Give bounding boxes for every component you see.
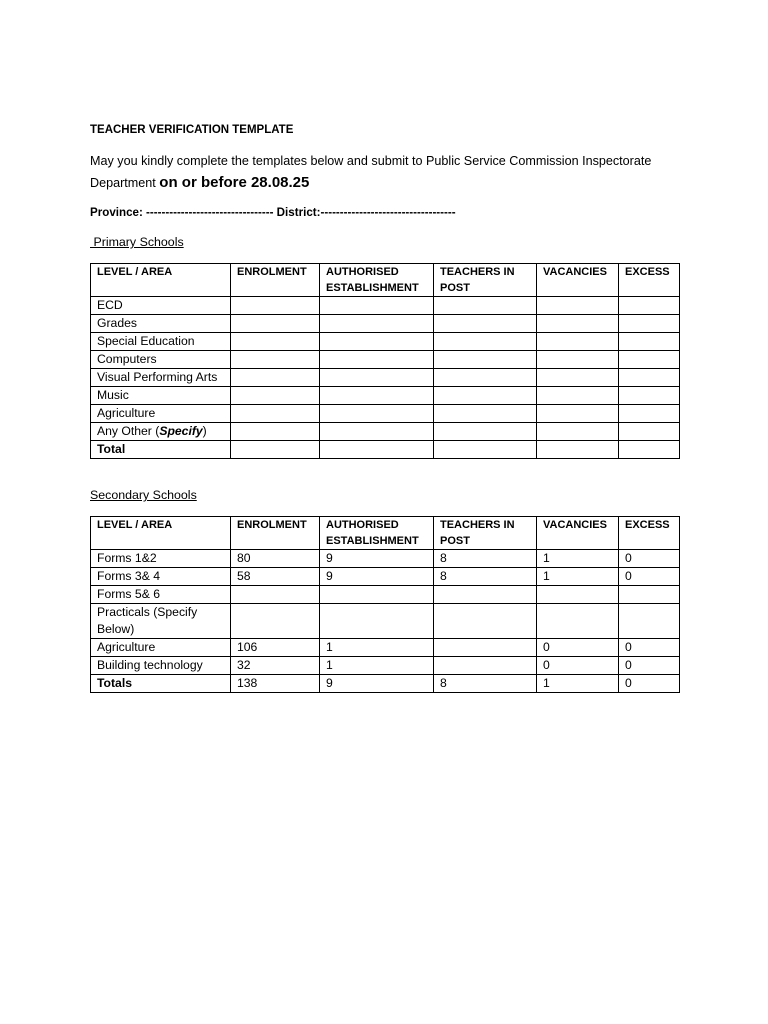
authorised-cell [320,369,434,387]
authorised-cell [320,387,434,405]
teachers-cell [434,387,537,405]
column-header: EXCESS [619,264,680,297]
authorised-cell [320,297,434,315]
authorised-cell: 9 [320,550,434,568]
authorised-cell [320,423,434,441]
area-cell: Forms 3& 4 [91,568,231,586]
vacancies-cell [537,387,619,405]
other-suffix: ) [202,424,207,438]
authorised-cell [320,604,434,639]
enrolment-cell: 138 [231,675,320,693]
teachers-cell [434,351,537,369]
enrolment-cell: 80 [231,550,320,568]
enrolment-cell: 106 [231,639,320,657]
area-cell: Forms 5& 6 [91,586,231,604]
column-header: EXCESS [619,517,680,550]
vacancies-cell [537,315,619,333]
teachers-cell [434,369,537,387]
column-header: VACANCIES [537,264,619,297]
enrolment-cell [231,441,320,459]
column-header: TEACHERS IN POST [434,517,537,550]
table-row [91,405,680,423]
enrolment-cell [231,351,320,369]
excess-cell [619,387,680,405]
enrolment-cell [231,604,320,639]
authorised-cell: 9 [320,568,434,586]
table-row [91,423,680,441]
primary-schools-table [90,263,680,459]
teachers-cell [434,423,537,441]
vacancies-cell [537,405,619,423]
table-row [91,387,680,405]
vacancies-cell [537,604,619,639]
authorised-cell: 1 [320,657,434,675]
enrolment-cell: 58 [231,568,320,586]
province-district-line: Province: --------------------------------- District:----------------------------------- [90,206,456,219]
total-row [91,675,680,693]
vacancies-cell [537,297,619,315]
excess-cell: 0 [619,639,680,657]
area-cell: Music [91,387,231,405]
area-cell [91,423,231,441]
authorised-cell [320,351,434,369]
excess-cell [619,351,680,369]
area-cell: Total [91,441,231,459]
excess-cell [619,405,680,423]
authorised-cell [320,441,434,459]
deadline-text: on or before 28.08.25 [159,174,310,191]
vacancies-cell: 1 [537,568,619,586]
enrolment-cell [231,369,320,387]
column-header: AUTHORISED ESTABLISHMENT [320,264,434,297]
primary-schools-heading: Primary Schools [90,235,184,249]
excess-cell [619,315,680,333]
area-cell: Building technology [91,657,231,675]
intro-text: May you kindly complete the templates below and submit to Public Service Commission Inspectorate Department [90,154,652,190]
excess-cell [619,423,680,441]
table-row [91,351,680,369]
vacancies-cell: 0 [537,657,619,675]
area-cell: Special Education [91,333,231,351]
area-cell: Totals [91,675,231,693]
document-title: TEACHER VERIFICATION TEMPLATE [90,124,294,136]
teachers-cell [434,315,537,333]
table-row [91,369,680,387]
table-row [91,604,680,639]
enrolment-cell [231,423,320,441]
excess-cell [619,441,680,459]
vacancies-cell: 1 [537,675,619,693]
other-prefix: Any Other ( [97,424,160,438]
vacancies-cell: 1 [537,550,619,568]
teachers-cell [434,604,537,639]
teachers-cell [434,657,537,675]
column-header: ENROLMENT [231,264,320,297]
vacancies-cell [537,333,619,351]
authorised-cell [320,315,434,333]
enrolment-cell [231,586,320,604]
vacancies-cell [537,423,619,441]
vacancies-cell [537,369,619,387]
enrolment-cell [231,315,320,333]
total-row [91,441,680,459]
vacancies-cell [537,586,619,604]
area-cell: Agriculture [91,405,231,423]
teachers-cell [434,297,537,315]
area-cell: Computers [91,351,231,369]
enrolment-cell: 32 [231,657,320,675]
area-cell: Grades [91,315,231,333]
excess-cell [619,369,680,387]
excess-cell [619,333,680,351]
teachers-cell [434,441,537,459]
area-cell: Forms 1&2 [91,550,231,568]
teachers-cell [434,333,537,351]
teachers-cell [434,405,537,423]
column-header: ENROLMENT [231,517,320,550]
table-row [91,657,680,675]
table-row [91,333,680,351]
excess-cell: 0 [619,675,680,693]
other-emphasis: Specify [159,424,203,438]
table-row [91,315,680,333]
secondary-schools-table [90,516,680,693]
table-row [91,297,680,315]
table-row [91,568,680,586]
teachers-cell [434,586,537,604]
column-header: VACANCIES [537,517,619,550]
table-row [91,550,680,568]
column-header: LEVEL / AREA [91,517,231,550]
authorised-cell: 1 [320,639,434,657]
excess-cell: 0 [619,657,680,675]
excess-cell: 0 [619,568,680,586]
teachers-cell: 8 [434,550,537,568]
secondary-schools-heading: Secondary Schools [90,488,197,502]
area-cell: Agriculture [91,639,231,657]
excess-cell [619,604,680,639]
authorised-cell [320,405,434,423]
area-cell: ECD [91,297,231,315]
enrolment-cell [231,387,320,405]
vacancies-cell [537,351,619,369]
enrolment-cell [231,405,320,423]
table-row [91,586,680,604]
excess-cell [619,297,680,315]
teachers-cell [434,639,537,657]
enrolment-cell [231,333,320,351]
area-cell: Visual Performing Arts [91,369,231,387]
column-header: TEACHERS IN POST [434,264,537,297]
column-header: AUTHORISED ESTABLISHMENT [320,517,434,550]
table-header-row [91,517,680,550]
column-header: LEVEL / AREA [91,264,231,297]
authorised-cell: 9 [320,675,434,693]
vacancies-cell: 0 [537,639,619,657]
teachers-cell: 8 [434,568,537,586]
teachers-cell: 8 [434,675,537,693]
table-row [91,639,680,657]
excess-cell: 0 [619,550,680,568]
authorised-cell [320,333,434,351]
excess-cell [619,586,680,604]
area-cell: Practicals (Specify Below) [91,604,231,639]
intro-paragraph [90,151,680,194]
authorised-cell [320,586,434,604]
vacancies-cell [537,441,619,459]
table-header-row [91,264,680,297]
enrolment-cell [231,297,320,315]
